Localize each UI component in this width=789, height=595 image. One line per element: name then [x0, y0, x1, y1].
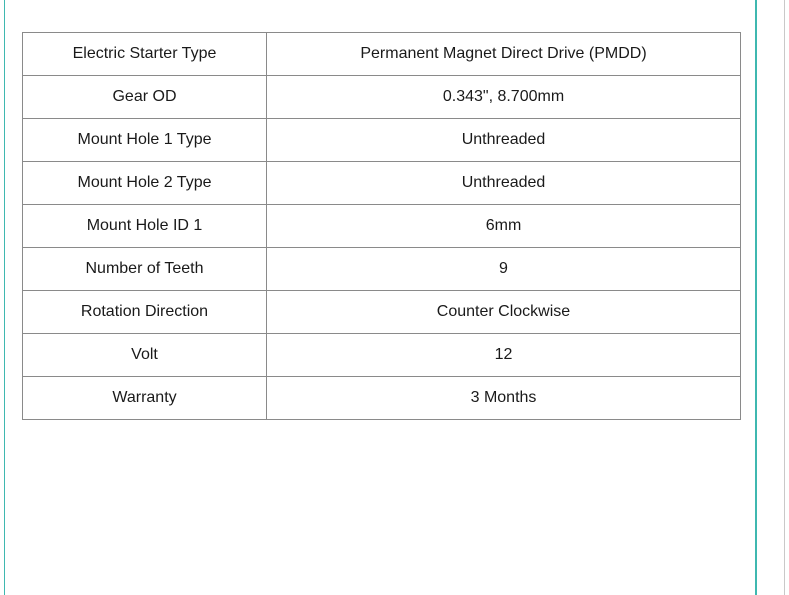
- spec-label: Volt: [23, 334, 267, 377]
- spec-value: 6mm: [267, 205, 741, 248]
- spec-value: 9: [267, 248, 741, 291]
- content-frame-right-border: [755, 0, 757, 595]
- table-row: [23, 33, 741, 76]
- spec-value: Counter Clockwise: [267, 291, 741, 334]
- window-edge: [784, 0, 785, 595]
- spec-label: Electric Starter Type: [23, 33, 267, 76]
- table-row: [23, 162, 741, 205]
- table-row: [23, 291, 741, 334]
- spec-value: Permanent Magnet Direct Drive (PMDD): [267, 33, 741, 76]
- spec-label: Mount Hole 1 Type: [23, 119, 267, 162]
- spec-value: 12: [267, 334, 741, 377]
- spec-value: 0.343", 8.700mm: [267, 76, 741, 119]
- table-row: [23, 334, 741, 377]
- spec-label: Number of Teeth: [23, 248, 267, 291]
- spec-value: 3 Months: [267, 377, 741, 420]
- spec-value: Unthreaded: [267, 162, 741, 205]
- spec-label: Mount Hole 2 Type: [23, 162, 267, 205]
- table-row: [23, 119, 741, 162]
- spec-label: Gear OD: [23, 76, 267, 119]
- spec-label: Mount Hole ID 1: [23, 205, 267, 248]
- table-row: [23, 76, 741, 119]
- spec-label: Warranty: [23, 377, 267, 420]
- spec-value: Unthreaded: [267, 119, 741, 162]
- table-row: [23, 205, 741, 248]
- table-row: [23, 377, 741, 420]
- spec-label: Rotation Direction: [23, 291, 267, 334]
- content-frame-left-border: [4, 0, 5, 595]
- table-row: [23, 248, 741, 291]
- specifications-table: [22, 32, 741, 420]
